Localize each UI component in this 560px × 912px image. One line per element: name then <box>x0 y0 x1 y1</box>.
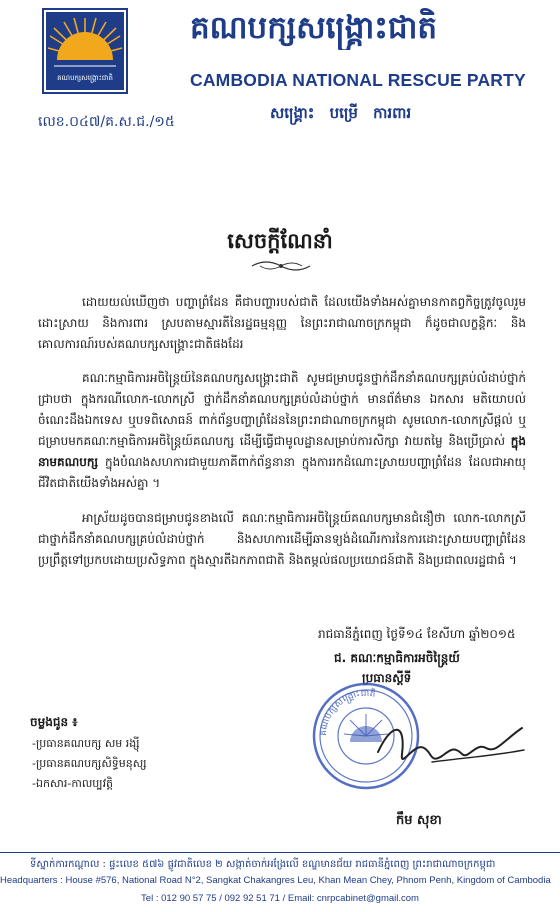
recipients-heading: ចម្លងជូន ៖ <box>30 715 78 729</box>
party-name-english: CAMBODIA NATIONAL RESCUE PARTY <box>190 70 526 90</box>
recipient-item: -ឯកសារ-កាលប្បវត្តិ <box>32 777 114 790</box>
recipient-item: -ប្រធានគណបក្សសិទ្ធិមនុស្ស <box>32 757 147 770</box>
paragraph-2 <box>38 368 526 494</box>
date-line: រាជធានីភ្នំពេញ ថ្ងៃទី១៤ ខែសីហា ឆ្នាំ២០១៥ <box>318 627 516 641</box>
stamp-text: គណបក្សសង្គ្រោះជាតិ <box>318 688 377 737</box>
party-motto: សង្គ្រោះ បម្រើ ការពារ <box>270 104 412 122</box>
logo-text: គណបក្សសង្គ្រោះជាតិ <box>57 74 113 82</box>
footer-divider <box>0 852 560 853</box>
footer-address-khmer: ទីស្នាក់ការកណ្ដាល : ផ្ទះលេខ ៥៧៦ ផ្លូវជាតិលេខ ២ សង្កាត់ចាក់អង្រែលើ ខណ្ឌមានជ័យ រាជធានីភ្នំពេញ ព្រះរាជាណាចក្រកម្ពុជា <box>30 859 496 870</box>
paragraph-3-text: អាស្រ័យដូចបានជម្រាបជូនខាងលើ គណៈកម្មាធិការអចិន្ត្រៃយ៍គណបក្សមានជំនឿថា លោក-លោកស្រី ជាថ្នាក់ដឹកនាំគណបក្សគ្រប់លំដាប់ថ្នាក់ និងសហការដើម្បីឆានទ្យង់ដំណើរការនៃការដោះស្រាយបញ្ហាព្រំដែន ប្រព្រឹត្តទៅប្រកបដោយប្រសិទ្ធភាព ក្នុងស្មារតីឯកភាពជាតិ និងតម្កល់ផលប្រយោជន៍ជាតិ និងប្រជាពលរដ្ឋជាធំ ។ <box>38 511 526 567</box>
party-name-khmer: គណបក្សសង្គ្រោះជាតិ <box>190 10 438 46</box>
handwritten-signature-icon <box>372 712 532 782</box>
party-logo-icon <box>42 8 128 94</box>
paragraph-1 <box>38 292 526 355</box>
paragraph-1-text: ដោយយល់ឃើញថា បញ្ហាព្រំដែន គឺជាបញ្ហារបស់ជាតិ ដែលយើងទាំងអស់គ្នាមានកាតព្វកិច្ចត្រូវចូលរួមដោះស្រាយ និងការពារ ស្របតាមស្មារតីនៃរដ្ឋធម្មនុញ្ញ នៃព្រះរាជាណាចក្រកម្ពុជា ក៏ដូចជាលក្ខន្តិកៈ និងគោលការណ៍របស់គណបក្សសង្គ្រោះជាតិផងដែរ <box>38 295 526 351</box>
paragraph-2-emphasis: ក្នុងនាមគណបក្ស <box>38 434 526 469</box>
paragraph-3 <box>38 508 526 571</box>
paragraph-2-text-a: គណៈកម្មាធិការអចិន្ត្រៃយ៍នៃគណបក្សសង្គ្រោះជាតិ សូមជម្រាបជូនថ្នាក់ដឹកនាំគណបក្សគ្រប់លំដាប់ថ្នាក់ជ្រាបថា ក្នុងករណីលោក-លោកស្រី ថ្នាក់ដឹកនាំគណបក្សគ្រប់លំដាប់ថ្នាក់ មានព័ត៌មាន ឯកសារ មតិយោបល់ ចំណេះដឹងឯកទេស ឬបទពិសោធន៍ ពាក់ព័ន្ធបញ្ហាព្រំដែននៃព្រះរាជាណាចក្រកម្ពុជា សូមលោក-លោកស្រីផ្ដល់ ឬជម្រាបមកគណៈកម្មាធិការអចិន្ត្រៃយ៍គណបក្ស ដើម្បីធ្វើជាមូលដ្ឋានសម្រាប់ការសិក្សា វាយតម្លៃ និងប្រើប្រាស់ <box>38 371 526 448</box>
signatory-title: ជ. គណៈកម្មាធិការអចិន្ត្រៃយ៍ <box>334 651 460 665</box>
signatory-subtitle: ប្រធានស្ដីទី <box>362 671 412 685</box>
footer-contact: Tel : 012 90 57 75 / 092 92 51 71 / Email: cnrpcabinet@gmail.com <box>141 893 419 904</box>
ornament-icon <box>250 258 312 274</box>
paragraph-2-text-b: ក្នុងបំណងសហការជាមួយភាគីពាក់ព័ន្ធនានា ក្នុងការរកដំណោះស្រាយបញ្ហាព្រំដែន ដែលជាអាយុជីវិតជាតិយើងទាំងអស់គ្នា ។ <box>38 455 526 490</box>
signer-name: កឹម សុខា <box>396 813 442 828</box>
recipient-item: -ប្រធានគណបក្ស សម រង្ស៊ី <box>32 737 140 750</box>
reference-number: លេខ.០៤៧/គ.ស.ជ./១៥ <box>38 114 175 130</box>
footer-address-english: Headquarters : House #576, National Road N°2, Sangkat Chakangres Leu, Khan Mean Chey, Phnom Penh, Kingdom of Cambodia <box>0 875 551 886</box>
document-title: សេចក្ដីណែនាំ <box>227 229 333 253</box>
